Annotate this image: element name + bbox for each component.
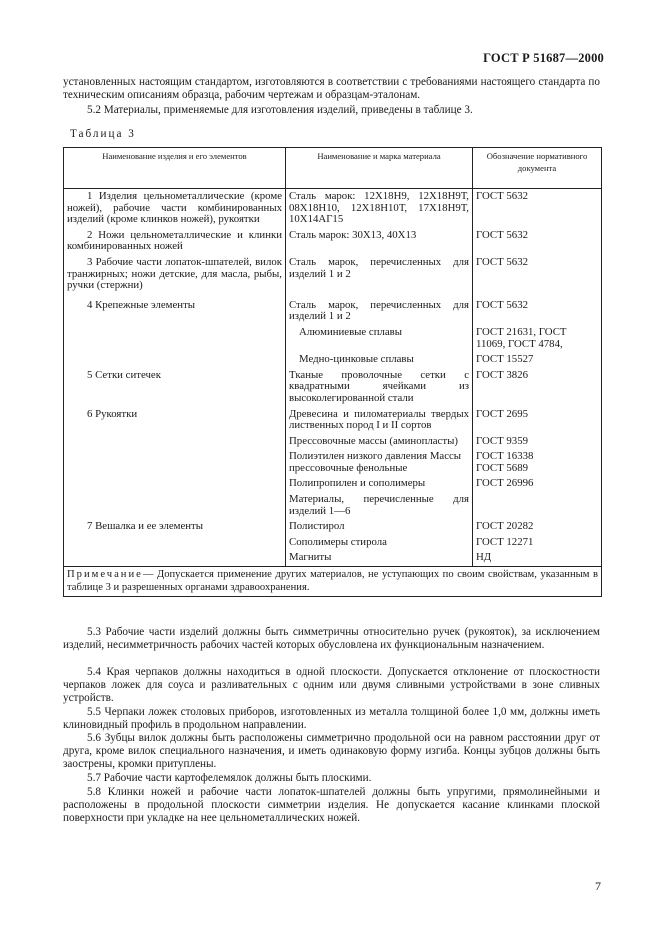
table-row: [64, 434, 602, 450]
material-cell: Сополимеры стирола: [286, 535, 473, 551]
paragraph-5-8: 5.8 Клинки ножей и рабочие части лопаток-шпателей должны быть упругими, прямолинейными и расположены в продольной плоскости симметрии изделия. Не допускается касание клинками плоской поверхности при укладке на нее цельнометаллических ножей.: [63, 786, 600, 824]
paragraph-5-2: 5.2 Материалы, применяемые для изготовления изделий, приведены в таблице 3.: [87, 104, 473, 116]
item-cell: 2 Ножи цельнометаллические и клинки комбинированных ножей: [64, 228, 286, 255]
header-material: Наименование и марка материала: [286, 148, 473, 189]
item-cell: 7 Вешалка и ее элементы: [64, 519, 286, 535]
document-cell: ГОСТ 15527: [473, 352, 602, 368]
table-row: [64, 228, 602, 255]
page-number: 7: [595, 879, 601, 893]
document-cell: ГОСТ 21631, ГОСТ 11069, ГОСТ 4784,: [473, 325, 602, 352]
table-row: [64, 368, 602, 407]
document-cell: ГОСТ 20282: [473, 519, 602, 535]
material-cell: Полипропилен и сополимеры: [286, 476, 473, 492]
material-cell: Медно-цинковые сплавы: [286, 352, 473, 368]
item-cell: [64, 535, 286, 551]
table-row: [64, 519, 602, 535]
document-header: ГОСТ Р 51687—2000: [483, 51, 604, 65]
table-row: [64, 255, 602, 294]
table-row: [64, 189, 602, 228]
table-row: [64, 325, 602, 352]
document-cell: ГОСТ 2695: [473, 407, 602, 434]
material-cell: Сталь марок: 12Х18Н9, 12Х18Н9Т, 08Х18Н10, 12Х18Н10Т, 17Х18Н9Т, 10Х14АГ15: [286, 189, 473, 228]
item-cell: [64, 325, 286, 352]
material-cell: Полистирол: [286, 519, 473, 535]
item-cell: 5 Сетки ситечек: [64, 368, 286, 407]
document-cell: ГОСТ 9359: [473, 434, 602, 450]
table-row: [64, 492, 602, 519]
document-cell: ГОСТ 5632: [473, 294, 602, 325]
document-cell: ГОСТ 5632: [473, 189, 602, 228]
document-cell: НД: [473, 550, 602, 566]
table-row: [64, 476, 602, 492]
table-row: [64, 449, 602, 476]
note-label: Примечание: [67, 569, 143, 581]
header-item: Наименование изделия и его элементов: [64, 148, 286, 189]
item-cell: [64, 476, 286, 492]
item-cell: 1 Изделия цельнометаллические (кроме ножей), рабочие части комбинированных изделий (кроме клинков ножей), рукоятки: [64, 189, 286, 228]
paragraph-5-6: 5.6 Зубцы вилок должны быть расположены симметрично продольной оси на равном расстоянии друг от друга, кроме вилок специального назначения, и иметь одинаковую форму изгиба. Концы зубцов должны быть заострены, кромки притуплены.: [63, 732, 600, 770]
paragraph-5-3: 5.3 Рабочие части изделий должны быть симметричны относительно ручек (рукояток), за исключением изделий, несимметричность рабочих частей которых обусловлена их функциональным назначением.: [63, 626, 600, 651]
item-cell: 4 Крепежные элементы: [64, 294, 286, 325]
item-cell: 3 Рабочие части лопаток-шпателей, вилок транжирных; ножи детские, для масла, рыбы, ручки (стержни): [64, 255, 286, 294]
paragraph-5-7: 5.7 Рабочие части картофелемялок должны быть плоскими.: [87, 772, 372, 784]
materials-table: [63, 147, 602, 597]
item-cell: [64, 434, 286, 450]
table-row: [64, 535, 602, 551]
table-row: [64, 352, 602, 368]
document-cell: ГОСТ 26996: [473, 476, 602, 492]
item-cell: [64, 492, 286, 519]
document-cell: ГОСТ 12271: [473, 535, 602, 551]
document-cell: ГОСТ 5632: [473, 228, 602, 255]
table-row: [64, 294, 602, 325]
material-cell: Сталь марок, перечисленных для изделий 1 и 2: [286, 255, 473, 294]
item-cell: [64, 449, 286, 476]
item-cell: [64, 352, 286, 368]
item-cell: [64, 550, 286, 566]
document-cell: ГОСТ 16338 ГОСТ 5689: [473, 449, 602, 476]
item-cell: 6 Рукоятки: [64, 407, 286, 434]
table-note-row: [64, 567, 602, 597]
table-note: [64, 567, 602, 597]
table-row: [64, 407, 602, 434]
document-cell: [473, 492, 602, 519]
material-cell: Древесина и пиломатериалы твердых лиственных пород I и II сортов: [286, 407, 473, 434]
material-cell: Сталь марок, перечисленных для изделий 1 и 2: [286, 294, 473, 325]
header-document: Обозначение нормативного документа: [473, 148, 602, 189]
material-cell: Полиэтилен низкого давления Массы прессовочные фенольные: [286, 449, 473, 476]
table-row: [64, 550, 602, 566]
material-cell: Материалы, перечисленные для изделий 1—6: [286, 492, 473, 519]
material-cell: Алюминиевые сплавы: [286, 325, 473, 352]
material-cell: Прессовочные массы (аминопласты): [286, 434, 473, 450]
intro-paragraph: установленных настоящим стандартом, изготовляются в соответствии с требованиями настоящего стандарта по техническим описаниям образца, рабочим чертежам и образцам-эталонам.: [63, 76, 600, 101]
material-cell: Сталь марок: 30Х13, 40Х13: [286, 228, 473, 255]
document-cell: ГОСТ 3826: [473, 368, 602, 407]
material-cell: Тканые проволочные сетки с квадратными ячейками из высоколегированной стали: [286, 368, 473, 407]
table-caption: Таблица 3: [70, 128, 136, 140]
document-cell: ГОСТ 5632: [473, 255, 602, 294]
note-text: — Допускается применение других материалов, не уступающих по своим свойствам, указанным в таблице 3 и разрешенных органами здравоохранения.: [67, 569, 598, 593]
paragraph-5-5: 5.5 Черпаки ложек столовых приборов, изготовленных из металла толщиной более 1,0 мм, должны иметь клиновидный профиль в продольном направлении.: [63, 706, 600, 731]
paragraph-5-4: 5.4 Края черпаков должны находиться в одной плоскости. Допускается отклонение от плоскостности черпаков ложек для соуса и разливательных с одним или двумя сливными устройствами в зоне сливных устройств.: [63, 666, 600, 704]
table-header-row: [64, 148, 602, 189]
material-cell: Магниты: [286, 550, 473, 566]
